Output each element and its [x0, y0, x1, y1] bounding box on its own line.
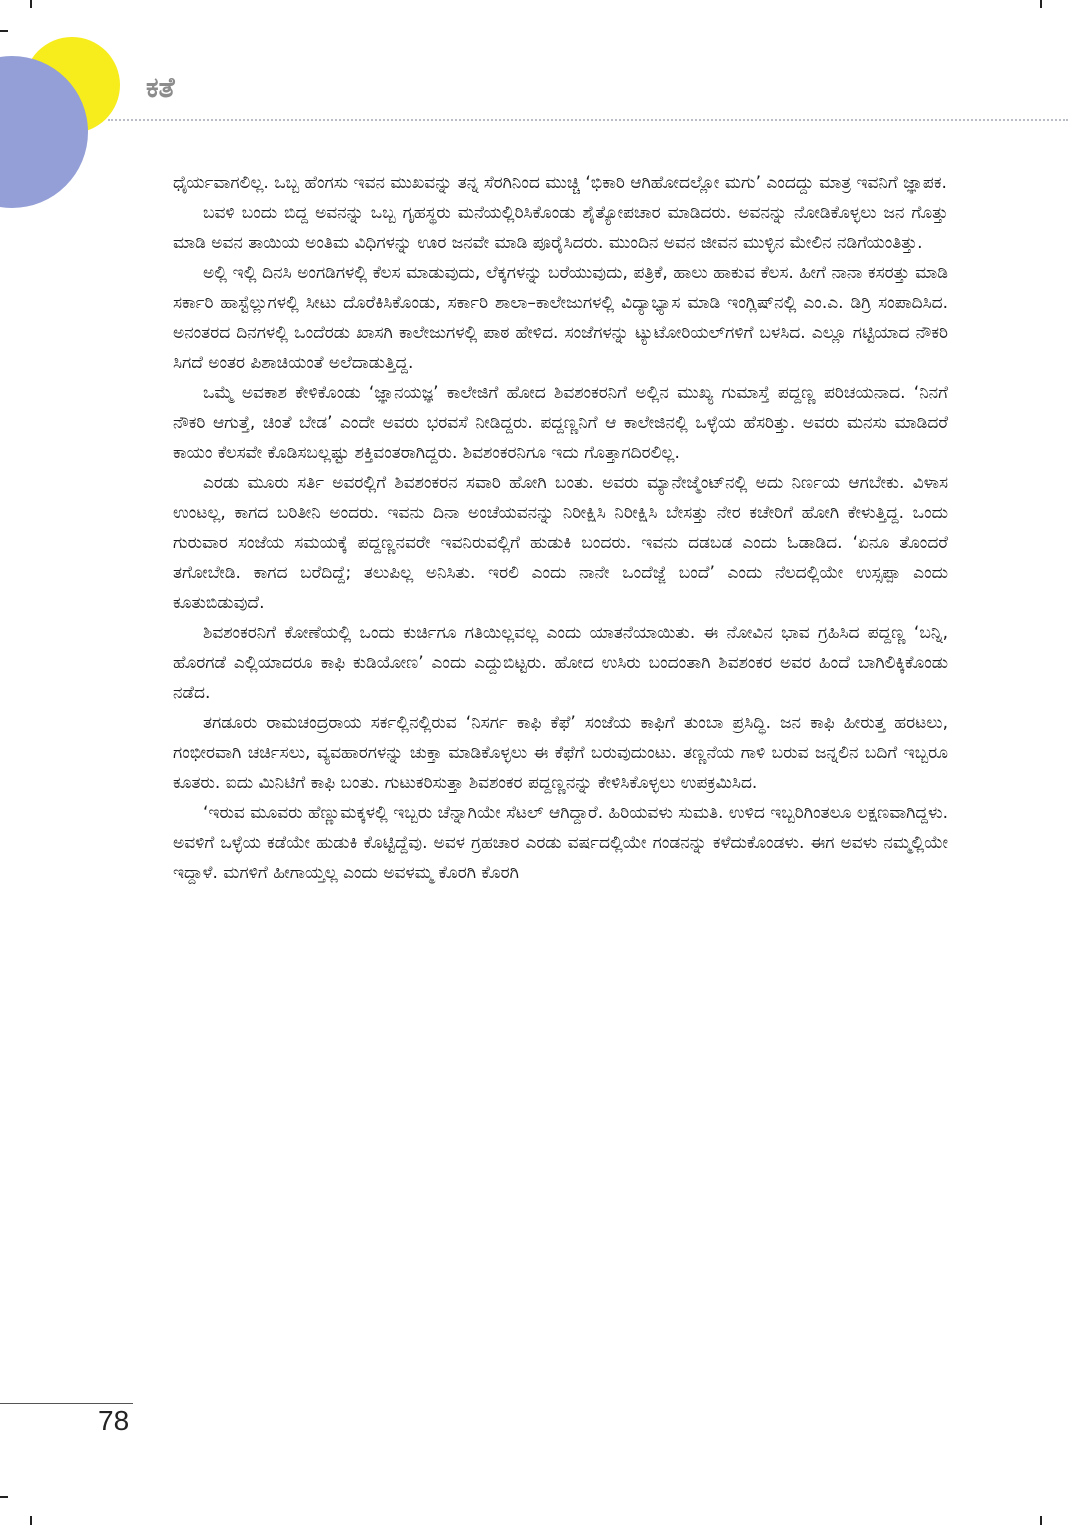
paragraph: ಅಲ್ಲಿ ಇಲ್ಲಿ ದಿನಸಿ ಅಂಗಡಿಗಳಲ್ಲಿ ಕೆಲಸ ಮಾಡುವುದು, ಲೆಕ್ಕಗಳನ್ನು ಬರೆಯುವುದು, ಪತ್ರಿಕೆ, ಹಾಲು ಹಾಕುವ ಕೆಲಸ. ಹೀಗೆ ನಾನಾ ಕಸರತ್ತು ಮಾಡಿ ಸರ್ಕಾರಿ ಹಾಸ್ಟೆಲ್ಲುಗಳಲ್ಲಿ ಸೀಟು ದೊರೆಕಿಸಿಕೊಂಡು, ಸರ್ಕಾರಿ ಶಾಲಾ–ಕಾಲೇಜುಗಳಲ್ಲಿ ವಿದ್ಯಾಭ್ಯಾಸ ಮಾಡಿ ಇಂಗ್ಲಿಷ್‌ನಲ್ಲಿ ಎಂ.ಎ. ಡಿಗ್ರಿ ಸಂಪಾದಿಸಿದ. ಅನಂತರದ ದಿನಗಳಲ್ಲಿ ಒಂದೆರಡು ಖಾಸಗಿ ಕಾಲೇಜುಗಳಲ್ಲಿ ಪಾಠ ಹೇಳಿದ. ಸಂಜೆಗಳನ್ನು ಟ್ಯುಟೋರಿಯಲ್‌ಗಳಿಗೆ ಬಳಸಿದ. ಎಲ್ಲೂ ಗಟ್ಟಿಯಾದ ನೌಕರಿ ಸಿಗದೆ ಅಂತರ ಪಿಶಾಚಿಯಂತೆ ಅಲೆದಾಡುತ್ತಿದ್ದ. [173, 263, 948, 373]
crop-mark-bottom-right [1040, 1516, 1042, 1525]
paragraph: ಒಮ್ಮೆ ಅವಕಾಶ ಕೇಳಿಕೊಂಡು ‘ಜ್ಞಾನಯಜ್ಞ’ ಕಾಲೇಜಿಗೆ ಹೋದ ಶಿವಶಂಕರನಿಗೆ ಅಲ್ಲಿನ ಮುಖ್ಯ ಗುಮಾಸ್ತೆ ಪದ್ದಣ್ಣ ಪರಿಚಯನಾದ. ‘ನಿನಗೆ ನೌಕರಿ ಆಗುತ್ತೆ, ಚಿಂತೆ ಬೇಡ’ ಎಂದೇ ಅವರು ಭರವಸೆ ನೀಡಿದ್ದರು. ಪದ್ದಣ್ಣನಿಗೆ ಆ ಕಾಲೇಜಿನಲ್ಲಿ ಒಳ್ಳೆಯ ಹೆಸರಿತ್ತು. ಅವರು ಮನಸು ಮಾಡಿದರೆ ಕಾಯಂ ಕೆಲಸವೇ ಕೊಡಿಸಬಲ್ಲಷ್ಟು ಶಕ್ತಿವಂತರಾಗಿದ್ದರು. ಶಿವಶಂಕರನಿಗೂ ಇದು ಗೊತ್ತಾಗದಿರಲಿಲ್ಲ. [173, 383, 948, 463]
paragraph: ಎರಡು ಮೂರು ಸರ್ತಿ ಅವರಲ್ಲಿಗೆ ಶಿವಶಂಕರನ ಸವಾರಿ ಹೋಗಿ ಬಂತು. ಅವರು ಮ್ಯಾನೇಜ್ಮೆಂಟ್‌ನಲ್ಲಿ ಅದು ನಿರ್ಣಯ ಆಗಬೇಕು. ವಿಳಾಸ ಉಂಟಲ್ಲ, ಕಾಗದ ಬರಿತೀನಿ ಅಂದರು. ಇವನು ದಿನಾ ಅಂಚೆಯವನನ್ನು ನಿರೀಕ್ಷಿಸಿ ನಿರೀಕ್ಷಿಸಿ ಬೇಸತ್ತು ನೇರ ಕಚೇರಿಗೆ ಹೋಗಿ ಕೇಳುತ್ತಿದ್ದ. ಒಂದು ಗುರುವಾರ ಸಂಜೆಯ ಸಮಯಕ್ಕೆ ಪದ್ದಣ್ಣನವರೇ ಇವನಿರುವಲ್ಲಿಗೆ ಹುಡುಕಿ ಬಂದರು. ಇವನು ದಡಬಡ ಎಂದು ಓಡಾಡಿದ. ‘ಏನೂ ತೊಂದರೆ ತಗೋಬೇಡಿ. ಕಾಗದ ಬರೆದಿದ್ದೆ; ತಲುಪಿಲ್ಲ ಅನಿಸಿತು. ಇರಲಿ ಎಂದು ನಾನೇ ಒಂದೆಜ್ಜೆ ಬಂದೆ’ ಎಂದು ನೆಲದಲ್ಲಿಯೇ ಉಸ್ಸಪ್ಪಾ ಎಂದು ಕೂತುಬಿಡುವುದೆ. [173, 473, 948, 613]
crop-mark-top-right [1040, 0, 1042, 8]
page-number: 78 [98, 1405, 130, 1436]
decorative-circles [0, 0, 120, 210]
paragraph: ‘ಇರುವ ಮೂವರು ಹೆಣ್ಣುಮಕ್ಕಳಲ್ಲಿ ಇಬ್ಬರು ಚೆನ್ನಾಗಿಯೇ ಸೆಟಲ್ ಆಗಿದ್ದಾರೆ. ಹಿರಿಯವಳು ಸುಮತಿ. ಉಳಿದ ಇಬ್ಬರಿಗಿಂತಲೂ ಲಕ್ಷಣವಾಗಿದ್ದಳು. ಅವಳಿಗೆ ಒಳ್ಳೆಯ ಕಡೆಯೇ ಹುಡುಕಿ ಕೊಟ್ಟಿದ್ದೆವು. ಅವಳ ಗ್ರಹಚಾರ ಎರಡು ವರ್ಷದಲ್ಲಿಯೇ ಗಂಡನನ್ನು ಕಳೆದುಕೊಂಡಳು. ಈಗ ಅವಳು ನಮ್ಮಲ್ಲಿಯೇ ಇದ್ದಾಳೆ. ಮಗಳಿಗೆ ಹೀಗಾಯ್ತಲ್ಲ ಎಂದು ಅವಳಮ್ಮ ಕೊರಗಿ ಕೊರಗಿ [173, 803, 948, 883]
header-dotted-rule [108, 119, 1068, 121]
story-body [173, 168, 948, 1398]
paragraph: ತಗಡೂರು ರಾಮಚಂದ್ರರಾಯ ಸರ್ಕಲ್ಲಿನಲ್ಲಿರುವ ‘ನಿಸರ್ಗ ಕಾಫಿ ಕೆಫೆ’ ಸಂಜೆಯ ಕಾಫಿಗೆ ತುಂಬಾ ಪ್ರಸಿದ್ಧಿ. ಜನ ಕಾಫಿ ಹೀರುತ್ತ ಹರಟಲು, ಗಂಭೀರವಾಗಿ ಚರ್ಚಿಸಲು, ವ್ಯವಹಾರಗಳನ್ನು ಚುಕ್ತಾ ಮಾಡಿಕೊಳ್ಳಲು ಈ ಕೆಫೆಗೆ ಬರುವುದುಂಟು. ತಣ್ಣನೆಯ ಗಾಳಿ ಬರುವ ಜನ್ನಲಿನ ಬದಿಗೆ ಇಬ್ಬರೂ ಕೂತರು. ಐದು ಮಿನಿಟಿಗೆ ಕಾಫಿ ಬಂತು. ಗುಟುಕರಿಸುತ್ತಾ ಶಿವಶಂಕರ ಪದ್ದಣ್ಣನನ್ನು ಕೇಳಿಸಿಕೊಳ್ಳಲು ಉಪಕ್ರಮಿಸಿದ. [173, 713, 948, 793]
paragraph: ಧೈರ್ಯವಾಗಲಿಲ್ಲ. ಒಬ್ಬ ಹೆಂಗಸು ಇವನ ಮುಖವನ್ನು ತನ್ನ ಸೆರಗಿನಿಂದ ಮುಚ್ಚಿ ‘ಭಿಕಾರಿ ಆಗಿಹೋದಲ್ಲೋ ಮಗು’ ಎಂದದ್ದು ಮಾತ್ರ ಇವನಿಗೆ ಜ್ಞಾಪಕ. [173, 173, 947, 193]
crop-mark-left-bottom [0, 1496, 8, 1498]
section-title: ಕತೆ [146, 71, 175, 104]
paragraph: ಶಿವಶಂಕರನಿಗೆ ಕೋಣೆಯಲ್ಲಿ ಒಂದು ಕುರ್ಚಿಗೂ ಗತಿಯಿಲ್ಲವಲ್ಲ ಎಂದು ಯಾತನೆಯಾಯಿತು. ಈ ನೋವಿನ ಭಾವ ಗ್ರಹಿಸಿದ ಪದ್ದಣ್ಣ ‘ಬನ್ನಿ, ಹೊರಗಡೆ ಎಲ್ಲಿಯಾದರೂ ಕಾಫಿ ಕುಡಿಯೋಣ’ ಎಂದು ಎದ್ದುಬಿಟ್ಟರು. ಹೋದ ಉಸಿರು ಬಂದಂತಾಗಿ ಶಿವಶಂಕರ ಅವರ ಹಿಂದೆ ಬಾಗಿಲಿಕ್ಕಿಕೊಂಡು ನಡೆದ. [173, 623, 948, 703]
crop-mark-bottom-left [30, 1516, 32, 1525]
paragraph: ಬವಳಿ ಬಂದು ಬಿದ್ದ ಅವನನ್ನು ಒಬ್ಬ ಗೃಹಸ್ಥರು ಮನೆಯಲ್ಲಿರಿಸಿಕೊಂಡು ಶೈತ್ಯೋಪಚಾರ ಮಾಡಿದರು. ಅವನನ್ನು ನೋಡಿಕೊಳ್ಳಲು ಜನ ಗೊತ್ತು ಮಾಡಿ ಅವನ ತಾಯಿಯ ಅಂತಿಮ ವಿಧಿಗಳನ್ನು ಊರ ಜನವೇ ಮಾಡಿ ಪೂರೈಸಿದರು. ಮುಂದಿನ ಅವನ ಜೀವನ ಮುಳ್ಳಿನ ಮೇಲಿನ ನಡಿಗೆಯಂತಿತ್ತು. [173, 203, 948, 253]
